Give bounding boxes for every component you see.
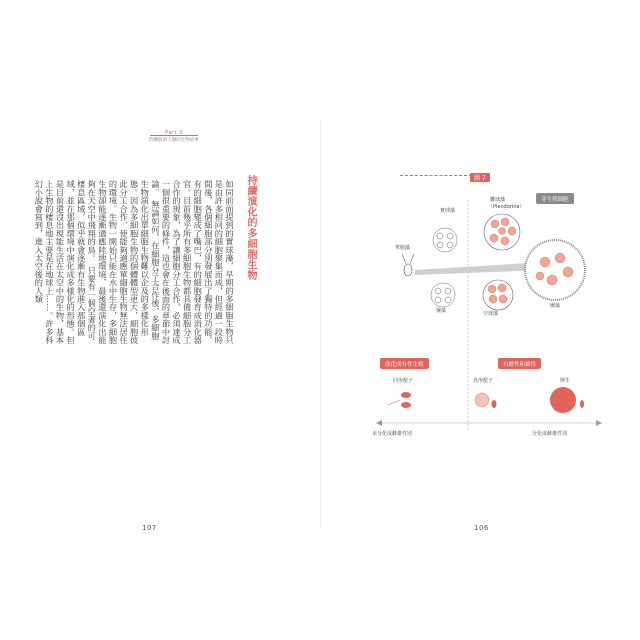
label-gonium: 盤藻 — [436, 308, 447, 314]
section-heading: 持續演化的多細胞生物 — [245, 175, 256, 281]
label-isogamete: 同形配子 — [393, 378, 414, 384]
part-label: Part 3 — [165, 130, 183, 136]
page-number-right: 106 — [474, 524, 489, 532]
pleodorina-colony — [483, 280, 513, 310]
chlamydomonas-cell — [402, 254, 414, 276]
label-egg: 卵生 — [560, 378, 571, 384]
isogamete-pair — [401, 392, 411, 408]
part-subtitle: 問號般的人類的生物故事 — [149, 138, 199, 143]
eudorina-colony — [484, 214, 520, 250]
anisogamete-pair — [475, 393, 497, 408]
label-pleodorina: 空球藻 — [483, 311, 499, 317]
label-chlamydomonas: 單胞藻 — [395, 245, 411, 251]
label-axis-right: 分化成雌雄性別 — [532, 431, 568, 437]
label-axis-left: 未分化成雌雄性別 — [372, 431, 413, 437]
label-volvox: 團藻 — [550, 303, 561, 309]
figure-tag: 圖 7 — [470, 173, 490, 182]
page-number-left: 107 — [142, 524, 157, 532]
pandorina-colony — [431, 283, 455, 307]
egg-sperm — [550, 387, 584, 413]
label-anisogamete: 異形配子 — [473, 378, 494, 384]
label-eudorina: 雛球藻 — [490, 197, 506, 203]
label-pleodorina-latin: （Pleodorina） — [488, 204, 525, 210]
label-non-reproductive-cells: 非生殖細胞 — [536, 193, 574, 204]
body-text: 如同前面提到的實球藻，早期的多細胞生物只是由許多相同的細胞聚集而成，但經過一段時間後，各個細胞部分別發展出了獨特的功能，有的細胞變成了嘴巴，有的細胞發育成消化器官。目前幾乎所有多細胞生物都具備細胞分工合作的現象，為了讓細胞分工合作，必須達成一個很重要的條件，這也會在後面的章節中討論。 無論如何，在細胞分工合作後，多細胞生物演化出單細胞生物難以企及的多樣化形態。因為多細胞生物的個體體型更大，細胞彼此分工合作，使能夠適應單細胞生物無法居住的環境。生物一開始只能在水中生存，多細胞生物卻能逐漸適應陸地環境，最後還演化出能夠在天空中飛翔的鳥。 只要有一個空著的可棲息區域，似乎就會逐漸有生物進入那個區域，並在那個環境中演化成多樣化的形態。但是目前還沒出現能生活在太空中的生物，基本上生物的棲息地主要是在地球上……。許多科幻小說會寫到，進入太空後的人類 — [34, 180, 235, 344]
volvox-colony — [525, 240, 585, 300]
pill-male-female: 有雌性和雄性 — [498, 358, 541, 369]
pill-evolve-sexual: 演化成有性生殖 — [380, 358, 429, 369]
label-pandorina: 實球藻 — [440, 208, 456, 214]
gonium-colony — [433, 228, 457, 252]
